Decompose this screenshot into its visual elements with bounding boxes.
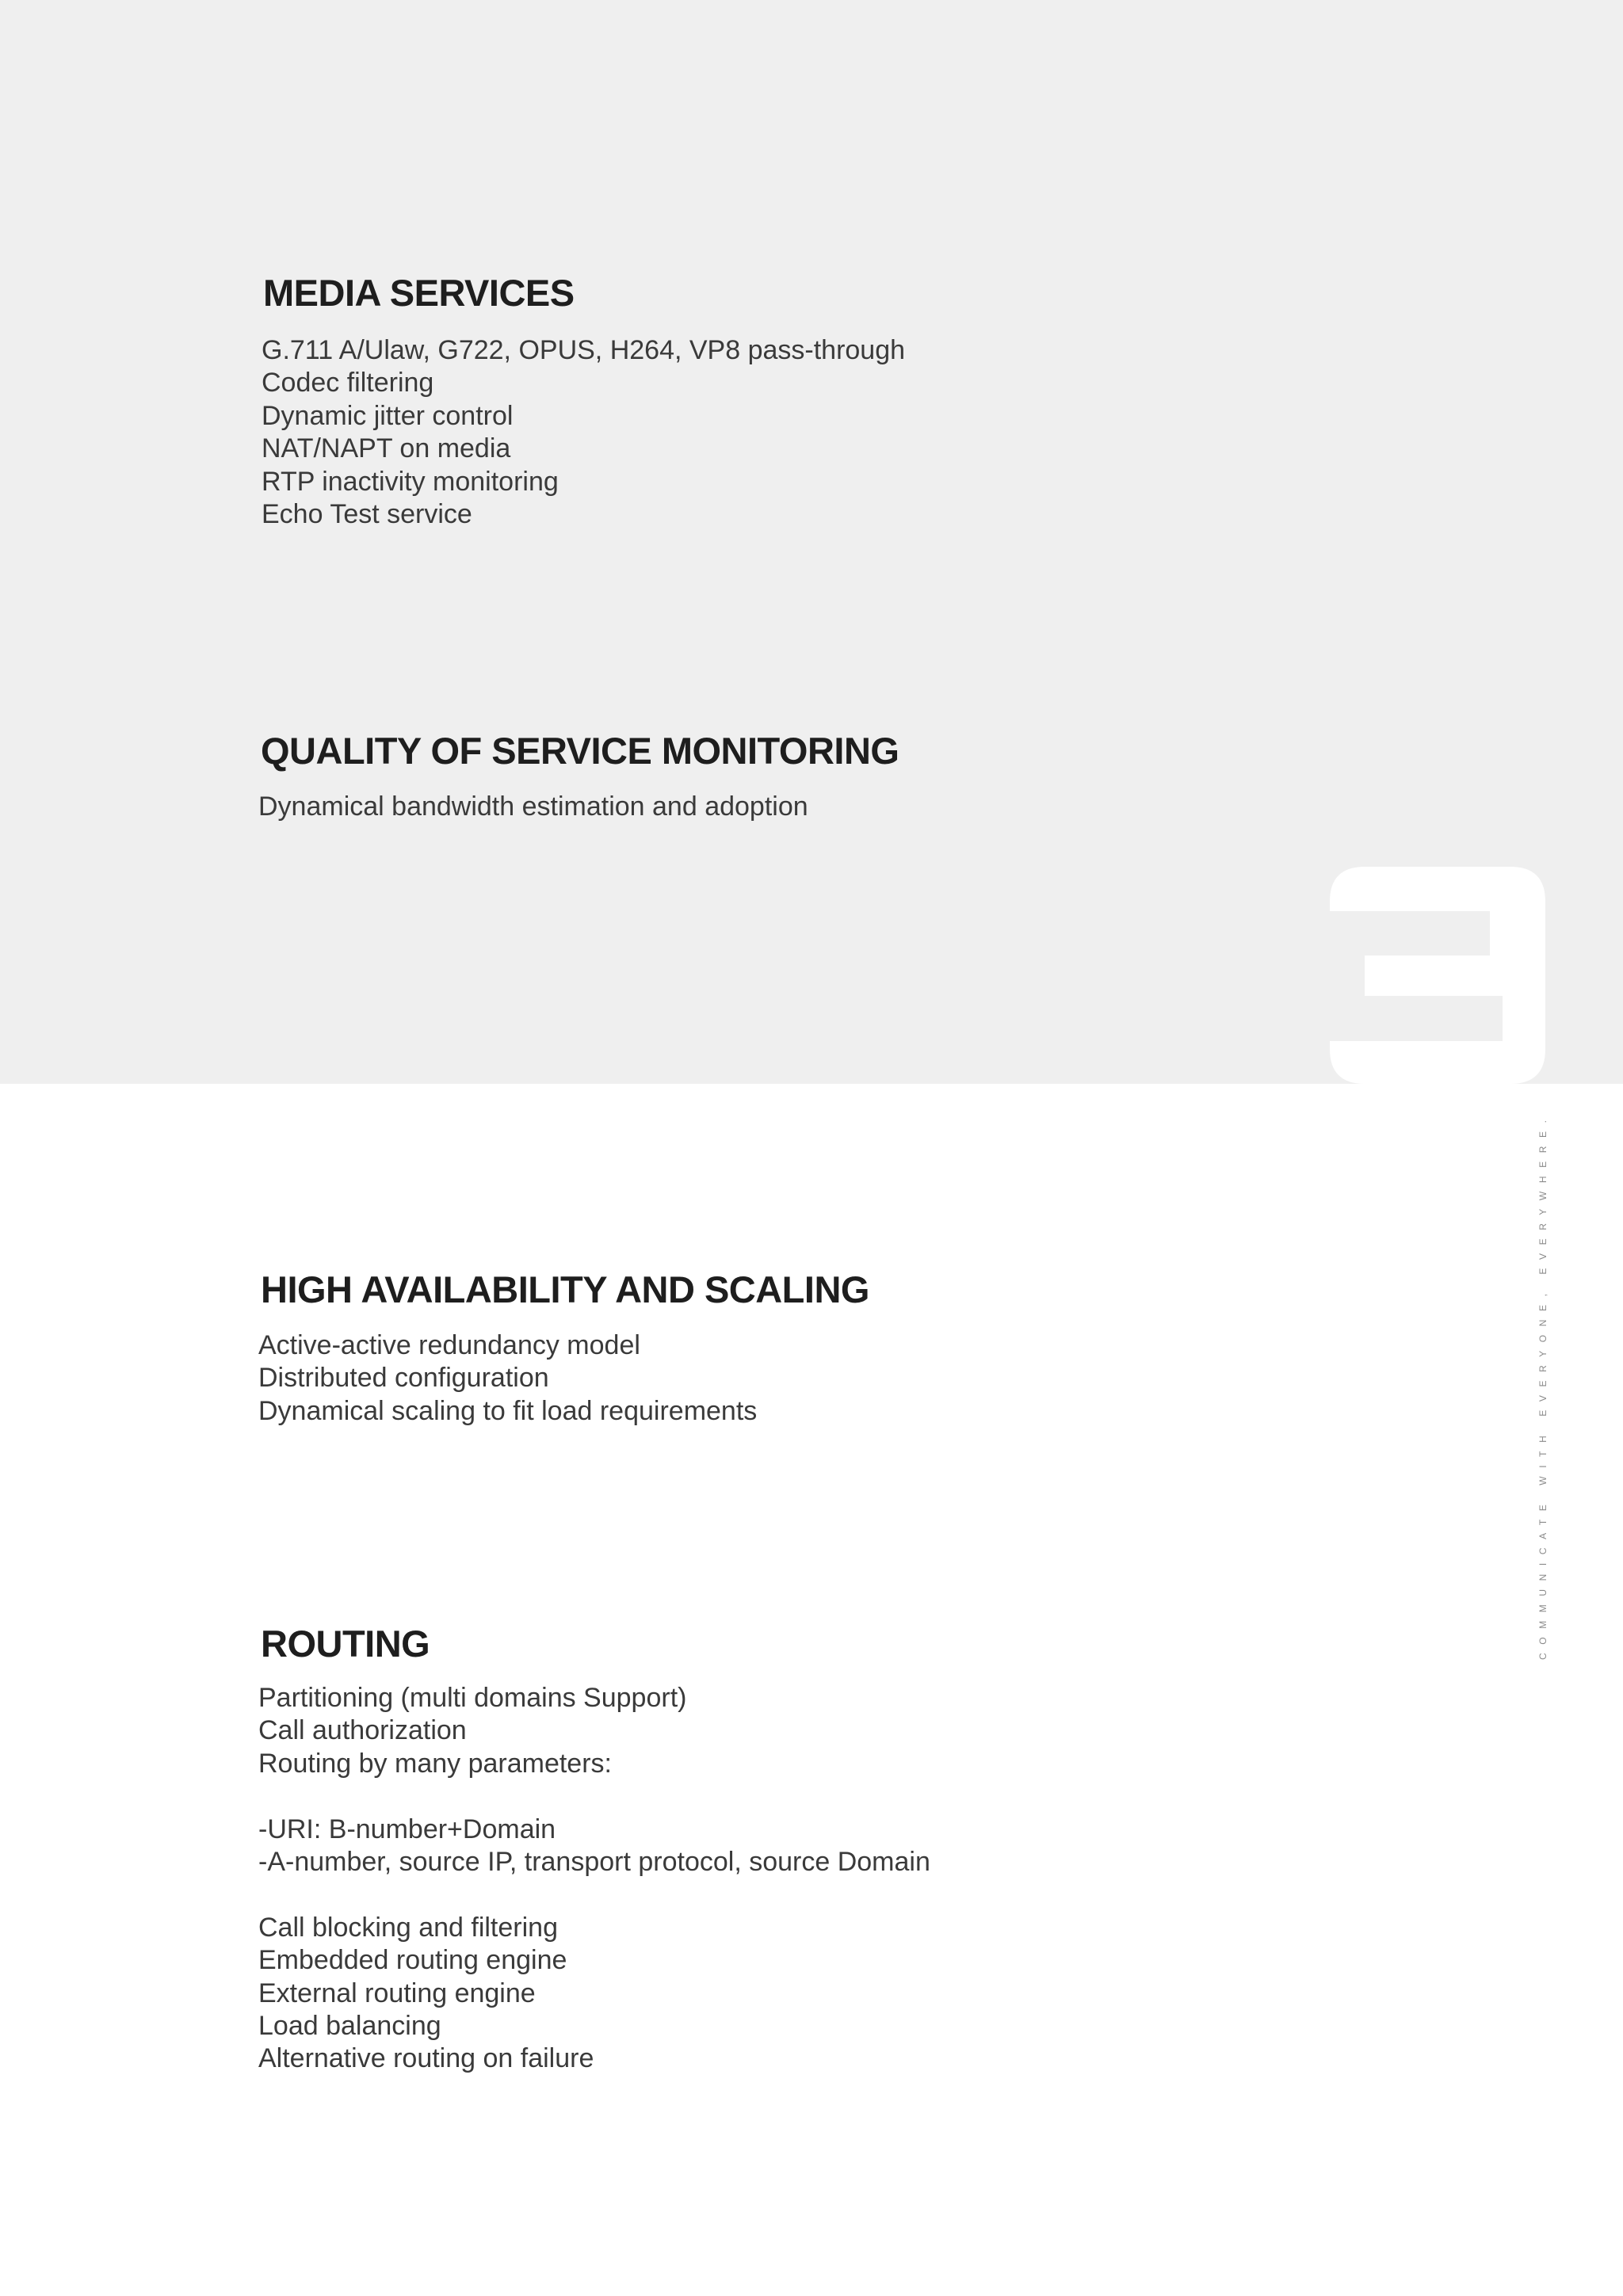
vertical-tagline: [1537, 1113, 1549, 1660]
media-services-list: [263, 334, 1293, 531]
list-item: NAT/NAPT on media: [262, 433, 511, 464]
list-item: Dynamical bandwidth estimation and adoption: [258, 791, 808, 822]
high-availability-list: [258, 1329, 1291, 1428]
list-item: Call authorization: [258, 1715, 467, 1746]
qos-monitoring-title: QUALITY OF SERVICE MONITORING: [261, 730, 899, 772]
list-item: Active-active redundancy model: [258, 1330, 640, 1360]
list-item: Partitioning (multi domains Support): [258, 1683, 687, 1713]
list-item-spacer: [258, 1878, 1291, 1911]
tagline-text: COMMUNICATE WITH EVERYONE, EVERYWHERE.: [1537, 1112, 1549, 1660]
qos-monitoring-list: [258, 791, 1291, 823]
list-item: Distributed configuration: [258, 1363, 549, 1394]
list-item: Dynamic jitter control: [262, 400, 514, 431]
list-item: -URI: B-number+Domain: [258, 1814, 556, 1844]
page-number-three: [1330, 867, 1545, 1084]
list-item: Dynamical scaling to fit load requirements: [258, 1395, 758, 1426]
media-services-title: MEDIA SERVICES: [263, 272, 575, 314]
list-item: G.711 A/Ulaw, G722, OPUS, H264, VP8 pass-through: [262, 335, 906, 365]
routing-section: [258, 1622, 1291, 2076]
list-item: RTP inactivity monitoring: [262, 466, 559, 497]
routing-title: ROUTING: [261, 1623, 430, 1665]
list-item: Embedded routing engine: [258, 1945, 567, 1976]
list-item: Load balancing: [258, 2011, 441, 2042]
list-item: -A-number, source IP, transport protocol, source Domain: [258, 1847, 930, 1878]
high-availability-section: [258, 1268, 1291, 1428]
routing-list: [258, 1682, 1291, 2076]
list-item: Alternative routing on failure: [258, 2043, 594, 2074]
list-item-spacer: [258, 1780, 1291, 1813]
list-item: Echo Test service: [262, 499, 472, 530]
list-item: Call blocking and filtering: [258, 1912, 558, 1943]
list-item: Codec filtering: [262, 368, 434, 399]
qos-monitoring-section: [258, 729, 1291, 823]
list-item: Routing by many parameters:: [258, 1748, 612, 1779]
high-availability-title: HIGH AVAILABILITY AND SCALING: [261, 1268, 869, 1310]
media-services-section: [263, 271, 1293, 531]
list-item: External routing engine: [258, 1978, 536, 2008]
